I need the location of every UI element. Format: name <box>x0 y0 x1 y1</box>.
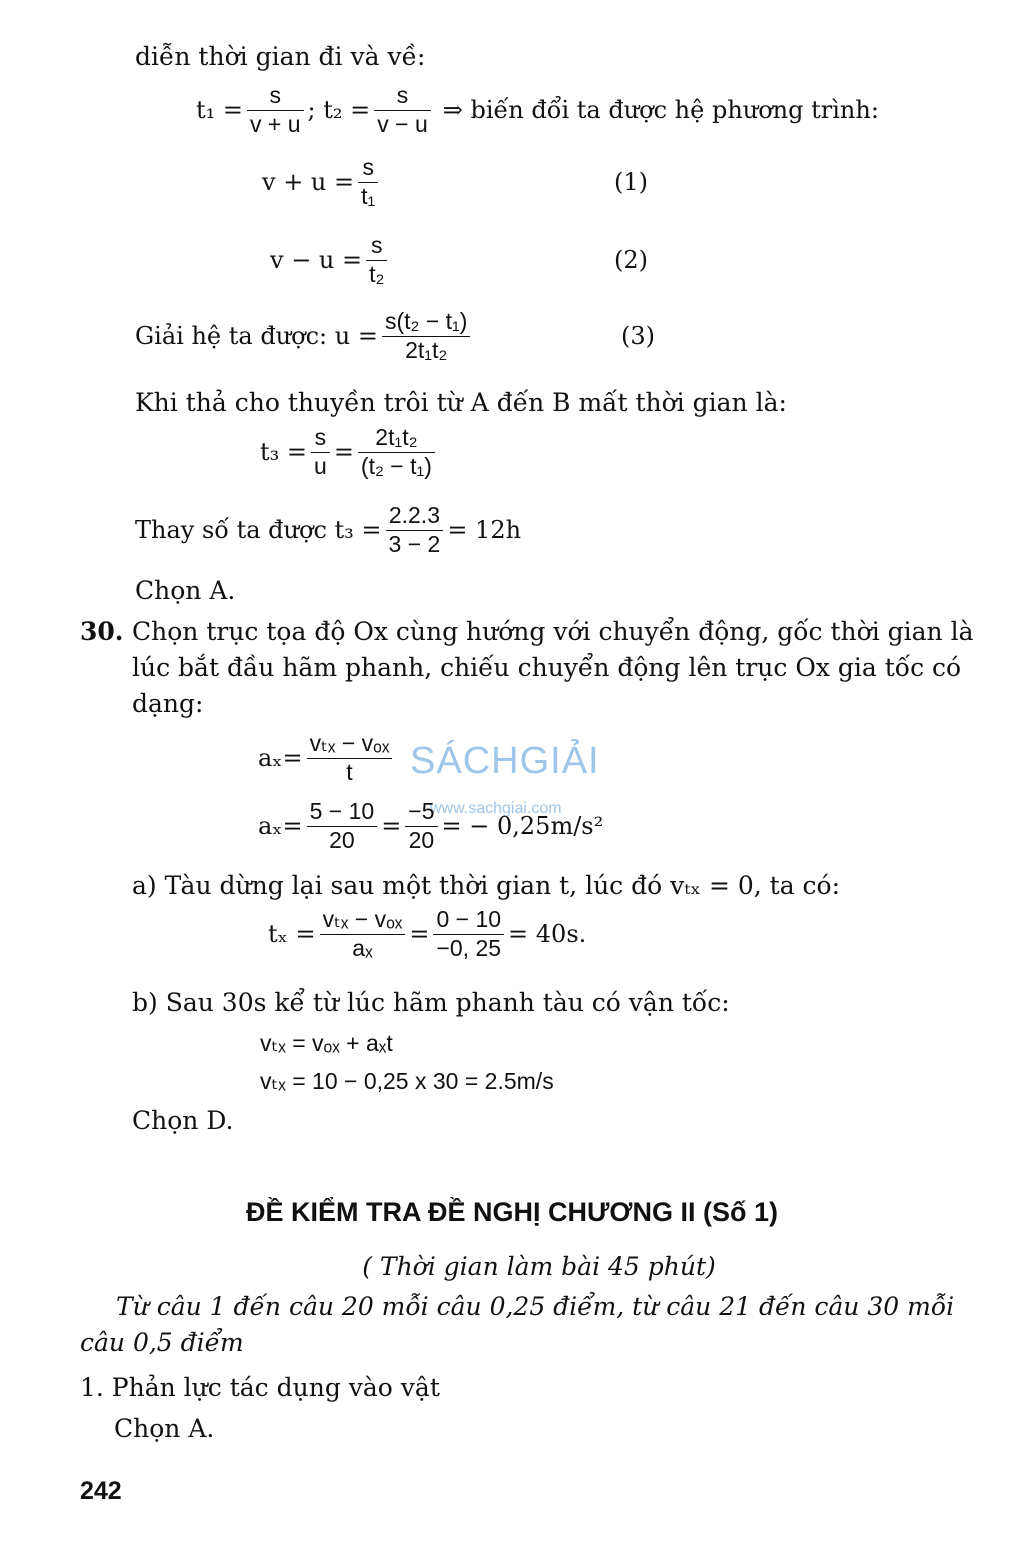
fraction <box>320 906 406 963</box>
equation-vtx-value: vₜₓ = 10 − 0,25 x 30 = 2.5m/s <box>260 1068 554 1094</box>
equation-ax-value <box>258 798 603 855</box>
denominator: 20 <box>408 827 435 854</box>
score-instructions: câu 0,5 điểm <box>80 1328 244 1357</box>
numerator: 0 − 10 <box>436 906 502 932</box>
fraction <box>366 232 387 289</box>
denominator: t <box>346 759 353 786</box>
question-1: 1. Phản lực tác dụng vào vật <box>80 1373 440 1402</box>
eq-lhs: t₃ = <box>260 438 308 467</box>
denominator: v − u <box>377 111 428 138</box>
eq-lhs: aₓ= <box>258 744 303 773</box>
denominator: 20 <box>329 827 355 854</box>
eq-sign: = <box>409 920 430 949</box>
equation-vtx: vₜₓ = vₒₓ + aₓt <box>260 1030 393 1056</box>
fraction <box>405 798 437 855</box>
eq-lhs: Thay số ta được t₃ = <box>135 516 382 545</box>
fraction <box>307 730 393 787</box>
equation-tag: (3) <box>621 322 655 351</box>
question-text: dạng: <box>132 689 204 718</box>
numerator: s <box>362 154 374 180</box>
eq-lhs: Giải hệ ta được: u = <box>135 322 378 351</box>
eq-rhs: = − 0,25m/s² <box>441 812 604 841</box>
question-number: 30. <box>80 617 124 646</box>
equation-t3-value <box>135 502 521 559</box>
eq-lhs: v − u = <box>270 246 363 275</box>
equation-ax <box>258 730 396 787</box>
score-instructions: Từ câu 1 đến câu 20 mỗi câu 0,25 điểm, từ câu 21 đến câu 30 mỗi <box>116 1292 955 1321</box>
answer-choice: Chọn A. <box>135 576 236 605</box>
equation-t1-t2 <box>196 82 879 139</box>
eq-rhs: = 12h <box>447 516 522 545</box>
numerator: s(t₂ − t₁) <box>384 308 468 334</box>
numerator: 5 − 10 <box>309 798 375 824</box>
text-line: diễn thời gian đi và về: <box>135 42 426 71</box>
fraction <box>358 154 378 211</box>
equation-tx <box>268 906 586 963</box>
eq-label: t₁ = <box>196 96 244 125</box>
equation-3 <box>135 308 675 365</box>
eq-lhs: tₓ = <box>268 920 316 949</box>
eq-text: ⇒ biến đổi ta được hệ phương trình: <box>442 96 879 125</box>
section-title: ĐỀ KIỂM TRA ĐỀ NGHỊ CHƯƠNG II (Số 1) <box>246 1197 778 1227</box>
fraction <box>433 906 504 963</box>
fraction <box>382 308 471 365</box>
equation-tag: (1) <box>614 168 648 197</box>
fraction <box>307 798 378 855</box>
time-note: ( Thời gian làm bài 45 phút) <box>362 1252 716 1281</box>
denominator: t₂ <box>369 261 385 288</box>
fraction <box>247 82 304 139</box>
numerator: s <box>314 424 327 450</box>
part-a-text: a) Tàu dừng lại sau một thời gian t, lúc đó vₜₓ = 0, ta có: <box>132 871 841 900</box>
numerator: 2.2.3 <box>388 502 440 528</box>
answer-choice: Chọn D. <box>132 1106 234 1135</box>
eq-rhs: = 40s. <box>508 920 587 949</box>
equation-2 <box>270 232 670 289</box>
equation-1 <box>262 154 662 211</box>
equation-tag: (2) <box>614 246 648 275</box>
equation-t3 <box>260 424 439 481</box>
denominator: −0, 25 <box>436 935 502 962</box>
fraction <box>311 424 330 481</box>
denominator: t₁ <box>361 183 376 210</box>
answer-choice: Chọn A. <box>114 1414 215 1443</box>
eq-sign: = <box>333 438 354 467</box>
question-text: lúc bắt đầu hãm phanh, chiếu chuyển động lên trục Ox gia tốc có <box>132 653 962 682</box>
numerator: vₜₓ − vₒₓ <box>322 906 403 932</box>
eq-lhs: aₓ= <box>258 812 303 841</box>
fraction <box>358 424 435 481</box>
page-number: 242 <box>80 1477 122 1505</box>
eq-sign: = <box>381 812 402 841</box>
numerator: −5 <box>408 798 435 824</box>
fraction <box>386 502 444 559</box>
watermark-url: www.sachgiai.com <box>430 800 562 817</box>
denominator: (t₂ − t₁) <box>360 453 432 480</box>
watermark-logo: SÁCHGIẢI <box>410 740 600 782</box>
part-b-text: b) Sau 30s kể từ lúc hãm phanh tàu có vận tốc: <box>132 988 730 1017</box>
denominator: u <box>314 453 327 480</box>
numerator: s <box>396 82 409 108</box>
denominator: v + u <box>250 111 301 138</box>
denominator: 3 − 2 <box>388 531 441 558</box>
eq-lhs: v + u = <box>262 168 355 197</box>
fraction <box>374 82 431 139</box>
numerator: 2t₁t₂ <box>375 424 418 450</box>
eq-label: ; t₂ = <box>307 96 371 125</box>
numerator: s <box>269 82 282 108</box>
text-line: Khi thả cho thuyền trôi từ A đến B mất thời gian là: <box>135 388 787 417</box>
denominator: aₓ <box>352 935 373 962</box>
numerator: vₜₓ − vₒₓ <box>309 730 390 756</box>
question-text: Chọn trục tọa độ Ox cùng hướng với chuyển động, gốc thời gian là <box>132 617 974 646</box>
numerator: s <box>371 232 383 258</box>
denominator: 2t₁t₂ <box>405 337 448 364</box>
